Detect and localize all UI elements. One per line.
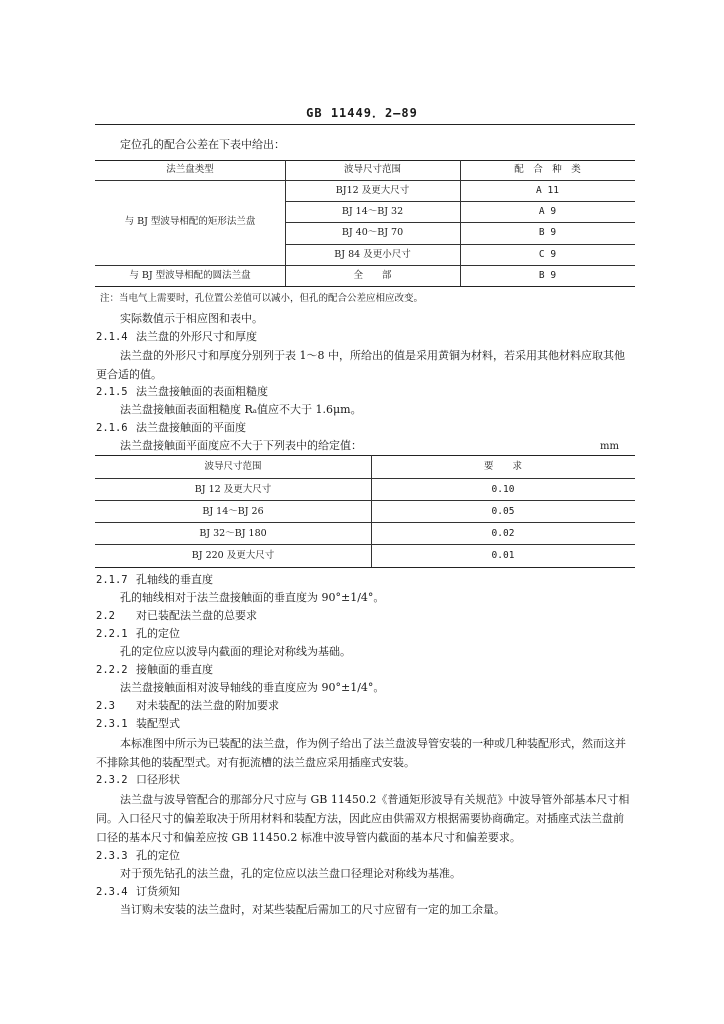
table-cell: A 11 [536,185,559,196]
flatness-table [95,455,635,567]
table-cell: BJ 14～BJ 26 [202,506,264,517]
section-number: 2.3.3 [96,850,128,862]
paragraph: 孔的定位应以波导内截面的理论对称线为基础。 [120,645,351,658]
table-cell: 0.01 [491,550,515,561]
section-heading [96,699,279,713]
section-title: 接触面的垂直度 [136,663,213,676]
section-title: 装配型式 [136,717,180,730]
table-rule [95,500,635,501]
section-number: 2.3 [96,700,115,712]
section-heading [96,849,180,863]
section-title: 口径形状 [136,773,180,786]
table-cell: BJ 32～BJ 180 [199,528,267,539]
table-header: 波导尺寸范围 [343,164,401,175]
table-note: 注：当电气上需要时，孔位置公差值可以减小，但孔的配合公差应相应改变。 [100,293,424,304]
section-heading [96,627,180,641]
section-title: 订货须知 [136,885,180,898]
paragraph: 本标准图中所示为已装配的法兰盘，作为例子给出了法兰盘波导管安装的一种或几种装配形式，然而这并不排除其他的装配型式。对有扼流槽的法兰盘应采用插座式安装。 [96,737,626,769]
table-cell: BJ 220 及更大尺寸 [191,550,275,561]
table-rule [95,522,635,523]
section-title: 对未装配的法兰盘的附加要求 [136,699,279,712]
table-rule [95,286,635,287]
paragraph: 实际数值示于相应图和表中。 [120,312,263,325]
table-rule [95,180,635,181]
unit-label: mm [600,441,619,452]
table-cell: C 9 [538,249,557,260]
table-cell: 全 部 [353,270,392,281]
section-title: 对已装配法兰盘的总要求 [136,609,257,622]
section-heading [96,717,180,731]
section-number: 2.3.4 [96,886,128,898]
section-heading [96,773,180,787]
section-title: 法兰盘接触面的表面粗糙度 [136,385,268,398]
section-heading [96,885,180,899]
table-rule [95,567,635,568]
table-header: 配 合 种 类 [514,164,581,175]
header-rule [95,124,635,125]
section-heading [96,330,257,344]
section-number: 2.2.2 [96,664,128,676]
table-cell: BJ 40～BJ 70 [341,227,404,238]
table-rule [95,478,635,479]
table-rule [460,160,461,286]
table-cell: A 9 [538,206,557,217]
table-rule [95,544,635,545]
intro-text: 定位孔的配合公差在下表中给出： [120,138,285,151]
section-heading [96,609,257,623]
section-heading [96,385,268,399]
table-cell: BJ12 及更大尺寸 [335,185,410,196]
table-cell: BJ 14～BJ 32 [341,206,404,217]
table-cell: BJ 12 及更大尺寸 [194,484,272,495]
section-number: 2.1.4 [96,331,128,343]
table-cell: 与 BJ 型波导相配的矩形法兰盘 [124,216,256,227]
paragraph: 孔的轴线相对于法兰盘接触面的垂直度为 90°±1/4°。 [120,591,385,604]
section-number: 2.3.2 [96,774,128,786]
section-title: 孔轴线的垂直度 [136,573,213,586]
table-header: 波导尺寸范围 [204,461,262,472]
paragraph: 法兰盘的外形尺寸和厚度分别列于表 1～8 中，所给出的值是采用黄铜为材料，若采用其他材料应取其他更合适的值。 [96,349,625,381]
section-title: 孔的定位 [136,627,180,640]
table-cell: B 9 [538,270,557,281]
table-cell: 0.05 [491,506,515,517]
table-rule [95,265,635,266]
section-title: 法兰盘的外形尺寸和厚度 [136,330,257,343]
document-code: GB 11449．2—89 [306,106,418,120]
paragraph: 法兰盘接触面平面度应不大于下列表中的给定值： [120,439,362,452]
fit-tolerance-table [95,160,635,286]
table-cell: 0.10 [491,484,515,495]
section-title: 孔的定位 [136,849,180,862]
section-heading [96,421,246,435]
paragraph: 法兰盘接触面表面粗糙度 Rₐ值应不大于 1.6μm。 [120,403,362,416]
section-number: 2.1.6 [96,422,128,434]
table-rule [95,160,635,161]
table-rule [285,160,286,286]
paragraph: 法兰盘接触面相对波导轴线的垂直度应为 90°±1/4°。 [120,681,385,694]
section-number: 2.1.5 [96,386,128,398]
table-cell: BJ 84 及更小尺寸 [334,249,411,260]
paragraph: 当订购未安装的法兰盘时，对某些装配后需加工的尺寸应留有一定的加工余量。 [120,903,505,916]
section-number: 2.2 [96,610,115,622]
table-cell: 0.02 [491,528,515,539]
table-header: 法兰盘类型 [166,164,214,175]
paragraph: 法兰盘与波导管配合的那部分尺寸应与 GB 11450.2《普通矩形波导有关规范》中波导管外部基本尺寸相同。入口径尺寸的偏差取决于所用材料和装配方法，因此应由供需双方根据需要协商确定。对插座式法兰盘前口径的基本尺寸和偏差应按 GB 11450.2 标准中波导管内截面的基本尺寸和偏差要求。 [96,793,630,844]
section-title: 法兰盘接触面的平面度 [136,421,246,434]
table-cell: 与 BJ 型波导相配的圆法兰盘 [129,270,251,281]
table-header: 要 求 [483,461,522,472]
section-number: 2.1.7 [96,574,128,586]
section-heading [96,573,213,587]
section-number: 2.2.1 [96,628,128,640]
section-number: 2.3.1 [96,718,128,730]
paragraph: 对于预先钻孔的法兰盘，孔的定位应以法兰盘口径理论对称线为基准。 [120,867,461,880]
table-cell: B 9 [538,227,557,238]
table-rule [95,455,635,456]
section-heading [96,663,213,677]
